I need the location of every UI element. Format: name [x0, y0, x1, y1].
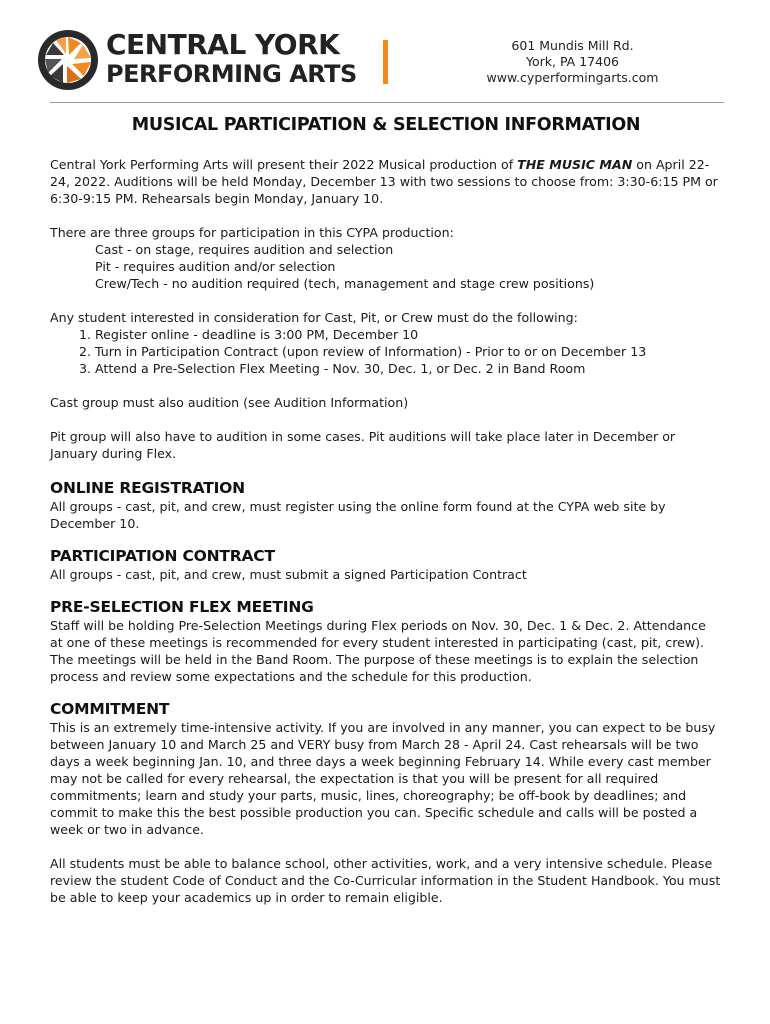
groups-block [50, 224, 722, 292]
section-heading: PARTICIPATION CONTRACT [50, 547, 275, 565]
intro-text-after: on April 22-24, 2022. Auditions will be held Monday, December 13 with two sessions to choose from: 3:30-6:15 PM or 6:30-9:15 PM. Rehearsals begin Monday, January 10. [50, 157, 718, 206]
section-body: All groups - cast, pit, and crew, must register using the online form found at the CYPA web site by December 10. [50, 499, 666, 531]
address-street: 601 Mundis Mill Rd. [511, 38, 634, 53]
requirement-step: 2. Turn in Participation Contract (upon review of Information) - Prior to or on December 13 [95, 343, 722, 360]
org-name-line1: CENTRAL YORK [106, 28, 340, 61]
website-link[interactable]: www.cyperformingarts.com [486, 70, 659, 85]
section-body-2: All students must be able to balance school, other activities, work, and a very intensive schedule. Please review the student Code of Conduct and the Co-Curricular information in the Student Handbook. You must be able to keep your academics up in order to remain eligible. [50, 856, 721, 905]
letterhead [0, 0, 770, 110]
requirements-block [50, 309, 722, 377]
section-body: Staff will be holding Pre-Selection Meetings during Flex periods on Nov. 30, Dec. 1 & Dec. 2. Attendance at one of these meetings is recommended for every student interested in participating (cast, pit, crew). The meetings will be held in the Band Room. The purpose of these meetings is to explain the selection process and review some expectations and the schedule for this production. [50, 618, 706, 684]
document-body [50, 114, 722, 921]
header-accent-bar [383, 40, 388, 84]
show-title: THE MUSIC MAN [517, 157, 633, 172]
section-body: This is an extremely time-intensive activity. If you are involved in any manner, you can expect to be busy between January 10 and March 25 and VERY busy from March 28 - April 24. Cast rehearsals will be two days a week beginning Jan. 10, and three days a week beginning February 14. While every cast member may not be called for every rehearsal, the expectation is that you will be present for all required commitments; learn and study your parts, music, lines, choreography; be off-book by deadlines; and commit to make this the best possible production you can. Specific schedule and calls will be posted a week or two in advance. [50, 720, 716, 837]
cypa-aperture-logo-icon [36, 28, 100, 92]
groups-lead: There are three groups for participation in this CYPA production: [50, 225, 454, 240]
header-divider [50, 102, 724, 103]
pit-note: Pit group will also have to audition in some cases. Pit auditions will take place later in December or January during Flex. [50, 429, 676, 461]
section-body: All groups - cast, pit, and crew, must submit a signed Participation Contract [50, 567, 527, 582]
group-item: Pit - requires audition and/or selection [95, 259, 336, 274]
page-title: MUSICAL PARTICIPATION & SELECTION INFORMATION [131, 115, 641, 135]
requirement-step: 1. Register online - deadline is 3:00 PM, December 10 [95, 326, 722, 343]
section-heading: PRE-SELECTION FLEX MEETING [50, 598, 314, 616]
section-pre-selection-flex-meeting [50, 598, 722, 685]
org-address [470, 38, 675, 86]
cast-note: Cast group must also audition (see Audition Information) [50, 395, 409, 410]
section-online-registration [50, 479, 722, 532]
section-heading: COMMITMENT [50, 700, 170, 718]
requirement-step: 3. Attend a Pre-Selection Flex Meeting - Nov. 30, Dec. 1, or Dec. 2 in Band Room [95, 360, 722, 377]
section-commitment [50, 700, 722, 906]
address-city: York, PA 17406 [526, 54, 619, 69]
intro-paragraph [50, 156, 722, 207]
org-name-line2: PERFORMING ARTS [106, 60, 357, 88]
intro-text-before: Central York Performing Arts will present their 2022 Musical production of [50, 157, 518, 172]
group-item: Crew/Tech - no audition required (tech, management and stage crew positions) [95, 276, 595, 291]
requirements-list [50, 326, 722, 377]
org-name [106, 28, 357, 88]
section-participation-contract [50, 547, 722, 583]
requirements-lead: Any student interested in consideration for Cast, Pit, or Crew must do the following: [50, 310, 578, 325]
section-heading: ONLINE REGISTRATION [50, 479, 245, 497]
group-item: Cast - on stage, requires audition and selection [95, 242, 394, 257]
